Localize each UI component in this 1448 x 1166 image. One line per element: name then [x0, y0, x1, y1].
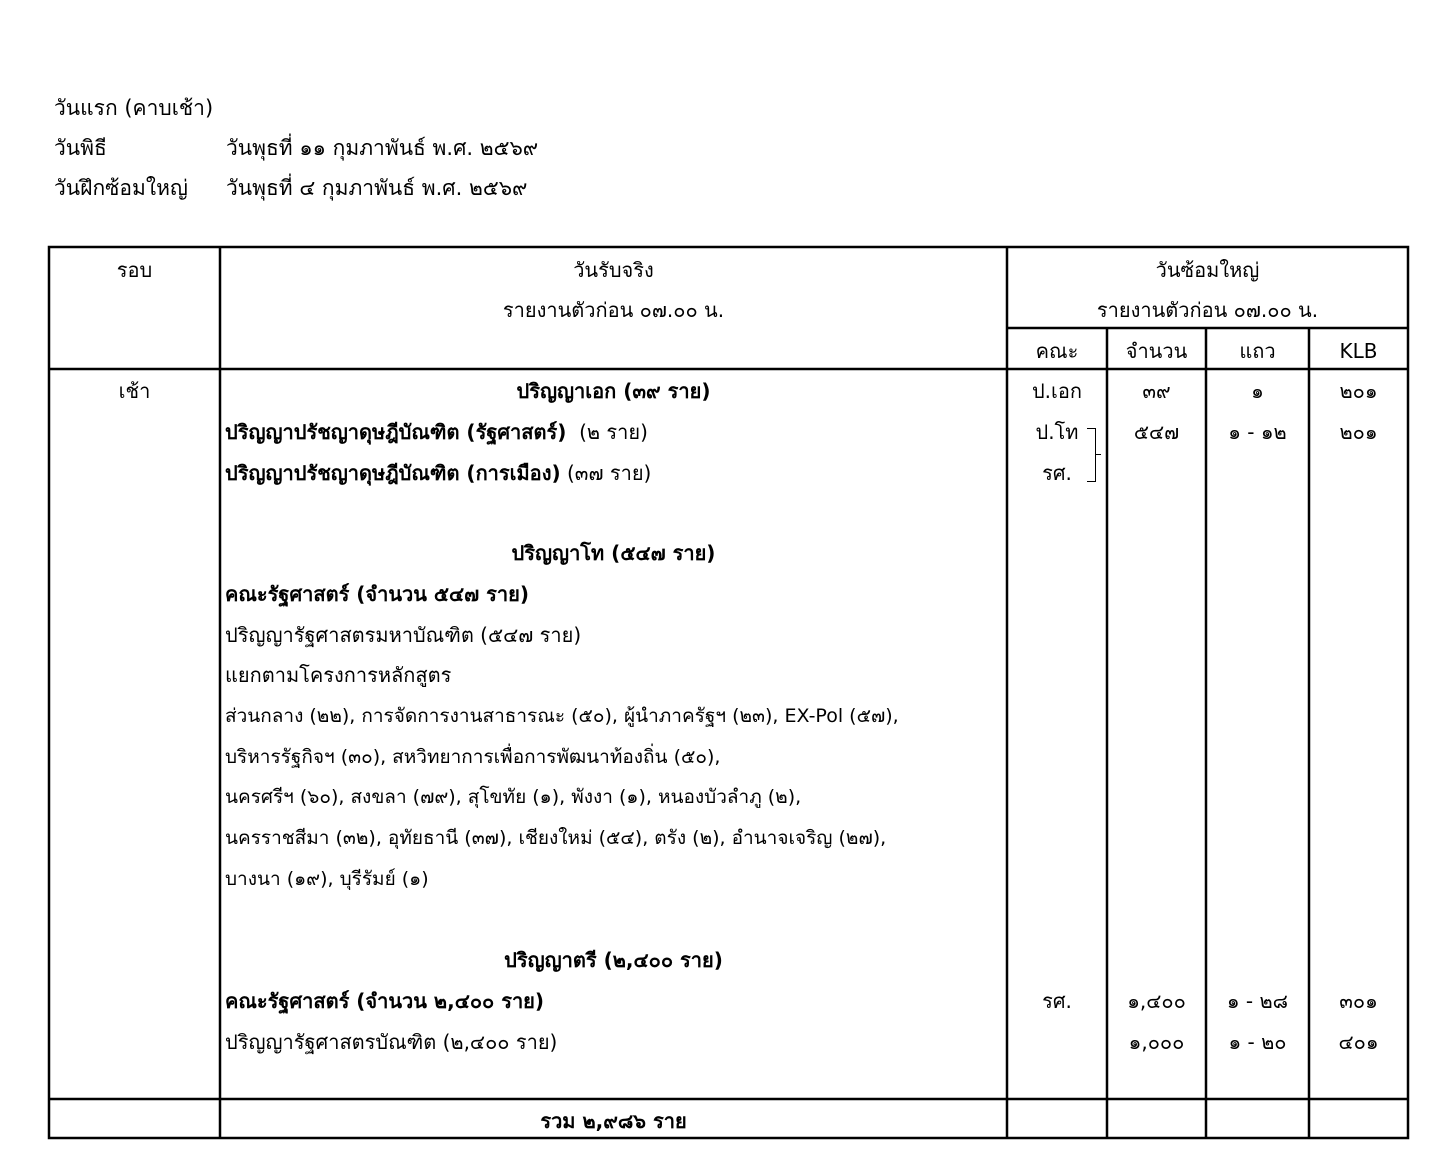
doctoral-line-1 — [225, 419, 648, 445]
col-round-header: รอบ — [116, 258, 153, 282]
grouping-bracket — [1087, 428, 1096, 482]
doctoral-line-1-count: (๒ ราย) — [579, 420, 648, 444]
col-actual-report-header: รายงานตัวก่อน ๐๗.๐๐ น. — [502, 298, 725, 322]
doctoral-line-1-degree: ปริญญาปรัชญาดุษฎีบัณฑิต (รัฐศาสตร์) — [225, 420, 567, 444]
doctoral-heading: ปริญญาเอก (๓๙ ราย) — [516, 379, 711, 403]
bachelor-klb-1: ๓๐๑ — [1339, 989, 1378, 1013]
bachelor-row-1: ๑ - ๒๘ — [1226, 989, 1289, 1013]
round-value: เช้า — [118, 379, 151, 403]
doctoral-count: ๓๙ — [1142, 379, 1171, 403]
session-text: วันแรก (คาบเช้า) — [54, 96, 214, 120]
bachelor-degree-line: ปริญญารัฐศาสตรบัณฑิต (๒,๔๐๐ ราย) — [225, 1030, 558, 1054]
masters-programs-4: นครราชสีมา (๓๒), อุทัยธานี (๓๗), เชียงใหม่ (๕๔), ตรัง (๒), อำนาจเจริญ (๒๗), — [225, 827, 887, 849]
doctoral-faculty-2: ป.โท — [1035, 420, 1079, 444]
masters-programs-2: บริหารรัฐกิจฯ (๓๐), สหวิทยาการเพื่อการพัฒนาท้องถิ่น (๕๐), — [225, 746, 721, 768]
masters-programs-3: นครศรีฯ (๖๐), สงขลา (๗๙), สุโขทัย (๑), พังงา (๑), หนองบัวลำภู (๒), — [225, 786, 802, 808]
col-actual-day-header: วันรับจริง — [573, 258, 654, 282]
doctoral-row-2: ๑ - ๑๒ — [1228, 420, 1287, 444]
doctoral-faculty: ป.เอก — [1031, 379, 1082, 403]
col-rehearsal-report-header: รายงานตัวก่อน ๐๗.๐๐ น. — [1096, 298, 1319, 322]
masters-programs-5: บางนา (๑๙), บุรีรัมย์ (๑) — [225, 868, 429, 890]
doctoral-klb-2: ๒๐๑ — [1339, 420, 1378, 444]
bachelor-count-1: ๑,๔๐๐ — [1127, 989, 1186, 1013]
rehearsal-date: วันพุธที่ ๔ กุมภาพันธ์ พ.ศ. ๒๕๖๙ — [226, 176, 528, 200]
sub-faculty-header: คณะ — [1035, 339, 1079, 363]
rehearsal-label: วันฝึกซ้อมใหญ่ — [54, 176, 188, 200]
masters-heading: ปริญญาโท (๕๔๗ ราย) — [511, 541, 716, 565]
doctoral-count-2: ๕๔๗ — [1133, 420, 1180, 444]
bachelor-faculty-line: คณะรัฐศาสตร์ (จำนวน ๒,๔๐๐ ราย) — [225, 989, 545, 1013]
sub-row-header: แถว — [1239, 339, 1276, 363]
bachelor-klb-2: ๔๐๑ — [1338, 1030, 1379, 1054]
sub-count-header: จำนวน — [1125, 339, 1188, 363]
bachelor-faculty: รศ. — [1042, 989, 1072, 1013]
doctoral-row: ๑ — [1251, 379, 1264, 403]
doctoral-line-2-degree: ปริญญาปรัชญาดุษฎีบัณฑิต (การเมือง) — [225, 461, 561, 485]
masters-degree-line: ปริญญารัฐศาสตรมหาบัณฑิต (๕๔๗ ราย) — [225, 623, 582, 647]
doctoral-line-2 — [225, 460, 651, 486]
doctoral-line-2-count: (๓๗ ราย) — [566, 461, 652, 485]
col-rehearsal-day-header: วันซ้อมใหญ่ — [1155, 258, 1260, 282]
masters-faculty-line: คณะรัฐศาสตร์ (จำนวน ๕๔๗ ราย) — [225, 582, 530, 606]
bachelor-row-2: ๑ - ๒๐ — [1228, 1030, 1287, 1054]
masters-split-line: แยกตามโครงการหลักสูตร — [225, 663, 452, 687]
ceremony-date: วันพุธที่ ๑๑ กุมภาพันธ์ พ.ศ. ๒๕๖๙ — [226, 136, 539, 160]
ceremony-label: วันพิธี — [54, 136, 107, 160]
masters-programs-1: ส่วนกลาง (๒๒), การจัดการงานสาธารณะ (๕๐), ผู้นำภาครัฐฯ (๒๓), EX-Pol (๕๗), — [225, 705, 899, 727]
bachelor-count-2: ๑,๐๐๐ — [1128, 1030, 1185, 1054]
sub-klb-header: KLB — [1339, 339, 1378, 363]
total-row: รวม ๒,๙๘๖ ราย — [540, 1109, 687, 1133]
doctoral-klb: ๒๐๑ — [1339, 379, 1378, 403]
bachelor-heading: ปริญญาตรี (๒,๔๐๐ ราย) — [504, 948, 723, 972]
doctoral-faculty-3: รศ. — [1042, 461, 1072, 485]
